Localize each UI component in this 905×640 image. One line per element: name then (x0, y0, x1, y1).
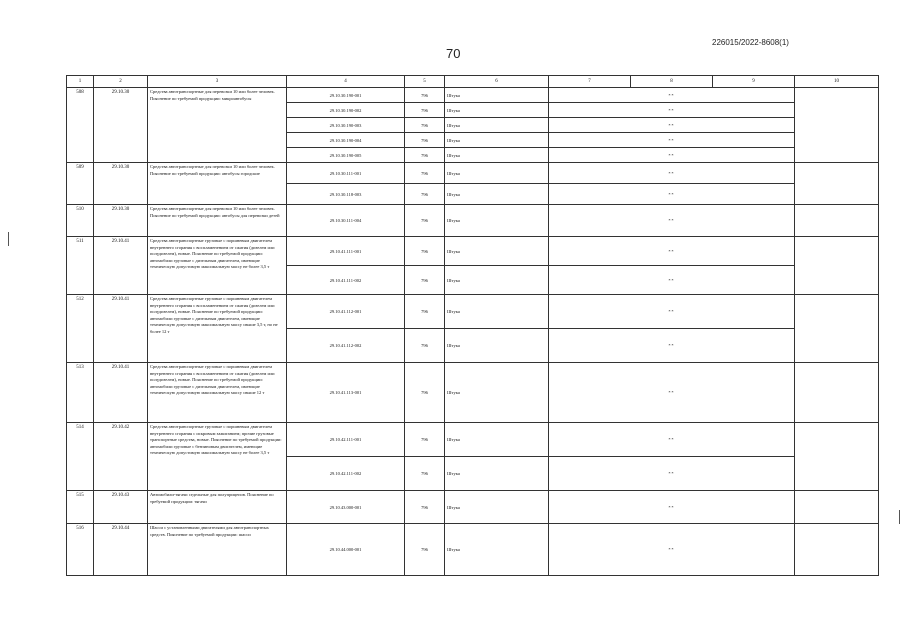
okei-code-cell (405, 237, 445, 295)
empty-cell (795, 205, 879, 237)
okpd-code: 29.10.30.190-005 (329, 152, 362, 158)
okei-code-cell (405, 363, 445, 423)
unit-name-list (445, 88, 548, 162)
requirement-mark-cell (549, 295, 795, 363)
unit-name: Штука (447, 504, 460, 510)
unit-name: Штука (447, 218, 460, 223)
empty-cell (795, 295, 879, 363)
unit-name-list (445, 363, 548, 422)
unit-name: Штука (447, 547, 460, 552)
column-header: 10 (795, 76, 879, 88)
left-margin-mark (8, 232, 9, 246)
okpd-code-list (287, 423, 404, 490)
okved-code: 29.10.30 (94, 88, 148, 163)
column-header: 7 (549, 76, 631, 88)
requirement-mark: ** (549, 88, 794, 103)
column-header: 5 (405, 76, 445, 88)
okei-code: 796 (421, 547, 428, 552)
okpd-code: 29.10.30.111-004 (329, 218, 362, 223)
unit-name-list (445, 237, 548, 294)
requirement-mark: ** (549, 295, 794, 329)
requirement-mark-cell (549, 163, 795, 205)
okpd-code-list (287, 363, 404, 422)
unit-name-cell (445, 205, 549, 237)
table-row (67, 237, 879, 295)
okei-code: 796 (405, 118, 444, 133)
row-number: 514 (67, 423, 94, 491)
okpd-code-list (287, 237, 404, 294)
requirement-mark: ** (549, 118, 794, 133)
product-description: Средства автотранспортные грузовые с поршневым двигателем внутреннего сгорания с воспламенением от сжатия (дизелем или полудизелем), новые. Пояснение по требуемой продукции: автомобили грузовые с дизельным двигателем, имеющие техническую допустимую максимальную массу свыше 3,5 т, но не более 12 т (148, 295, 287, 363)
requirement-mark-list (549, 88, 794, 162)
row-number: 513 (67, 363, 94, 423)
okved-code: 29.10.30 (94, 163, 148, 205)
table-row (67, 491, 879, 524)
okpd-code: 29.10.30.190-003 (287, 118, 404, 133)
requirement-mark: ** (549, 237, 794, 266)
requirement-mark-cell (549, 363, 795, 423)
unit-name: Штука (445, 423, 548, 457)
okei-code-list (405, 491, 444, 523)
requirement-mark: ** (668, 547, 675, 552)
okpd-code: 29.10.41.113-001 (329, 390, 362, 395)
unit-name-cell (445, 295, 549, 363)
table-row (67, 524, 879, 576)
okpd-code-list (287, 491, 404, 523)
okved-code: 29.10.42 (94, 423, 148, 491)
column-header: 3 (148, 76, 287, 88)
empty-cell (795, 423, 879, 491)
okei-code: 796 (405, 88, 444, 103)
unit-name-list (445, 163, 548, 204)
okpd-code-cell (287, 423, 405, 491)
table-row (67, 295, 879, 363)
table-row (67, 363, 879, 423)
right-margin-mark (899, 510, 900, 524)
okpd-code-cell (287, 205, 405, 237)
okved-code: 29.10.41 (94, 295, 148, 363)
unit-name-list (445, 295, 548, 362)
okei-code: 796 (421, 152, 428, 158)
okpd-code: 29.10.43.000-001 (329, 504, 362, 510)
okpd-code-cell (287, 295, 405, 363)
requirement-mark: ** (668, 218, 675, 223)
okpd-code: 29.10.41.111-002 (329, 277, 362, 283)
unit-name-cell (445, 237, 549, 295)
table-row (67, 423, 879, 491)
requirement-mark: ** (668, 343, 675, 348)
okei-code-list (405, 524, 444, 575)
column-header: 8 (631, 76, 713, 88)
okpd-code-cell (287, 163, 405, 205)
okpd-code: 29.10.30.190-004 (287, 133, 404, 148)
unit-name: Штука (447, 471, 460, 476)
okei-code-cell (405, 524, 445, 576)
okpd-code-cell (287, 88, 405, 163)
okei-code-list (405, 363, 444, 422)
okei-code-list (405, 237, 444, 294)
product-description: Шасси с установленными двигателями для автотранспортных средств. Пояснение по требуемой продукции: шасси (148, 524, 287, 576)
requirement-mark: ** (668, 504, 675, 510)
unit-name: Штука (447, 152, 460, 158)
requirement-mark: ** (549, 103, 794, 118)
okei-code: 796 (405, 133, 444, 148)
okpd-code-list (287, 295, 404, 362)
okved-code: 29.10.30 (94, 205, 148, 237)
table-body (67, 88, 879, 576)
table-row (67, 205, 879, 237)
unit-name-cell (445, 363, 549, 423)
requirement-mark-list (549, 491, 794, 523)
requirement-mark: ** (549, 423, 794, 457)
requirement-mark-list (549, 163, 794, 204)
okei-code: 796 (405, 103, 444, 118)
unit-name-list (445, 491, 548, 523)
product-description: Средства автотранспортные грузовые с поршневым двигателем внутреннего сгорания с искровым зажиганием; прочие грузовые транспортные средства, новые. Пояснение по требуемой продукции: автомобили грузовые с бензиновым двигателем, имеющие техническую допустимую максимальную массу не более 3,5 т (148, 423, 287, 491)
okpd-code: 29.10.41.112-002 (329, 343, 362, 348)
unit-name-list (445, 423, 548, 490)
okved-code: 29.10.41 (94, 363, 148, 423)
requirement-mark-list (549, 363, 794, 422)
product-description: Средства автотранспортные для перевозки 10 или более человек. Пояснение по требуемой продукции: автобусы для перевозки детей (148, 205, 287, 237)
empty-cell (795, 491, 879, 524)
unit-name: Штука (445, 118, 548, 133)
requirement-mark-list (549, 205, 794, 236)
okpd-code-list (287, 88, 404, 162)
requirement-mark-cell (549, 237, 795, 295)
empty-cell (795, 163, 879, 205)
unit-name-list (445, 524, 548, 575)
okei-code-list (405, 295, 444, 362)
empty-cell (795, 363, 879, 423)
okpd-code: 29.10.42.111-002 (329, 471, 362, 476)
column-header: 1 (67, 76, 94, 88)
okpd-code-cell (287, 491, 405, 524)
row-number: 508 (67, 88, 94, 163)
unit-name: Штука (447, 390, 460, 395)
requirement-mark-list (549, 524, 794, 575)
unit-name: Штука (445, 163, 548, 184)
okpd-code: 29.10.41.111-001 (287, 237, 404, 266)
unit-name: Штука (445, 237, 548, 266)
column-header: 6 (445, 76, 549, 88)
okei-code: 796 (421, 277, 428, 283)
unit-name: Штука (447, 277, 460, 283)
requirement-mark-cell (549, 491, 795, 524)
okpd-code: 29.10.44.000-001 (329, 547, 362, 552)
unit-name-cell (445, 163, 549, 205)
requirement-mark: ** (668, 471, 675, 476)
okpd-code-cell (287, 237, 405, 295)
okei-code: 796 (405, 237, 444, 266)
row-number: 510 (67, 205, 94, 237)
okpd-code: 29.10.41.112-001 (287, 295, 404, 329)
requirement-mark-cell (549, 423, 795, 491)
header-row (67, 76, 879, 88)
row-number: 509 (67, 163, 94, 205)
requirement-mark: ** (668, 152, 675, 158)
okei-code-cell (405, 163, 445, 205)
okpd-code: 29.10.30.118-003 (329, 191, 362, 197)
okei-code: 796 (421, 218, 428, 223)
product-description: Средства автотранспортные для перевозки 10 или более человек. Пояснение по требуемой продукции: автобусы городские (148, 163, 287, 205)
okpd-code-list (287, 163, 404, 204)
requirement-mark: ** (549, 133, 794, 148)
requirement-mark: ** (549, 163, 794, 184)
registry-table (66, 75, 879, 576)
unit-name-cell (445, 491, 549, 524)
requirement-mark-list (549, 423, 794, 490)
okei-code: 796 (421, 471, 428, 476)
okei-code: 796 (421, 343, 428, 348)
okpd-code-list (287, 524, 404, 575)
unit-name-cell (445, 423, 549, 491)
okpd-code: 29.10.30.190-002 (287, 103, 404, 118)
okei-code: 796 (405, 295, 444, 329)
requirement-mark-list (549, 237, 794, 294)
requirement-mark-cell (549, 524, 795, 576)
page-number: 70 (446, 46, 461, 61)
table-row (67, 88, 879, 163)
okei-code-cell (405, 423, 445, 491)
unit-name-cell (445, 88, 549, 163)
unit-name-cell (445, 524, 549, 576)
okei-code: 796 (421, 504, 428, 510)
okei-code-cell (405, 205, 445, 237)
product-description: Средства автотранспортные грузовые с поршневым двигателем внутреннего сгорания с воспламенением от сжатия (дизелем или полудизелем), новые. Пояснение по требуемой продукции: автомобили грузовые с дизельным двигателем, имеющие техническую допустимую максимальную массу свыше 12 т (148, 363, 287, 423)
unit-name: Штука (445, 133, 548, 148)
row-number: 512 (67, 295, 94, 363)
okpd-code-cell (287, 363, 405, 423)
requirement-mark-list (549, 295, 794, 362)
unit-name: Штука (447, 191, 460, 197)
okei-code-cell (405, 491, 445, 524)
okei-code-list (405, 205, 444, 236)
okpd-code: 29.10.30.190-001 (287, 88, 404, 103)
requirement-mark: ** (668, 390, 675, 395)
okpd-code-list (287, 205, 404, 236)
row-number: 516 (67, 524, 94, 576)
okei-code: 796 (405, 423, 444, 457)
column-header: 9 (713, 76, 795, 88)
empty-cell (795, 524, 879, 576)
unit-name: Штука (447, 343, 460, 348)
okei-code-cell (405, 88, 445, 163)
requirement-mark-cell (549, 88, 795, 163)
okpd-code: 29.10.30.111-001 (287, 163, 404, 184)
okei-code: 796 (405, 163, 444, 184)
row-number: 515 (67, 491, 94, 524)
okved-code: 29.10.44 (94, 524, 148, 576)
table-row (67, 163, 879, 205)
requirement-mark-cell (549, 205, 795, 237)
unit-name: Штука (445, 88, 548, 103)
requirement-mark: ** (668, 191, 675, 197)
requirement-mark: ** (668, 277, 675, 283)
okei-code: 796 (421, 191, 428, 197)
okved-code: 29.10.41 (94, 237, 148, 295)
empty-cell (795, 237, 879, 295)
unit-name: Штука (445, 295, 548, 329)
product-description: Средства автотранспортные для перевозки 10 или более человек. Пояснение по требуемой продукции: микроавтобусы (148, 88, 287, 163)
product-description: Средства автотранспортные грузовые с поршневым двигателем внутреннего сгорания с воспламенением от сжатия (дизелем или полудизелем), новые. Пояснение по требуемой продукции: автомобили грузовые с дизельным двигателем, имеющие техническую допустимую максимальную массу не более 3,5 т (148, 237, 287, 295)
okpd-code: 29.10.42.111-001 (287, 423, 404, 457)
okei-code-list (405, 88, 444, 162)
okved-code: 29.10.43 (94, 491, 148, 524)
okei-code-list (405, 423, 444, 490)
okpd-code-cell (287, 524, 405, 576)
okei-code: 796 (421, 390, 428, 395)
okei-code-list (405, 163, 444, 204)
unit-name-list (445, 205, 548, 236)
empty-cell (795, 88, 879, 163)
document-number: 226015/2022-8608(1) (712, 38, 789, 47)
row-number: 511 (67, 237, 94, 295)
okei-code-cell (405, 295, 445, 363)
product-description: Автомобили-тягачи седельные для полуприцепов. Пояснение по требуемой продукции: тягачи (148, 491, 287, 524)
unit-name: Штука (445, 103, 548, 118)
column-header: 4 (287, 76, 405, 88)
column-header: 2 (94, 76, 148, 88)
